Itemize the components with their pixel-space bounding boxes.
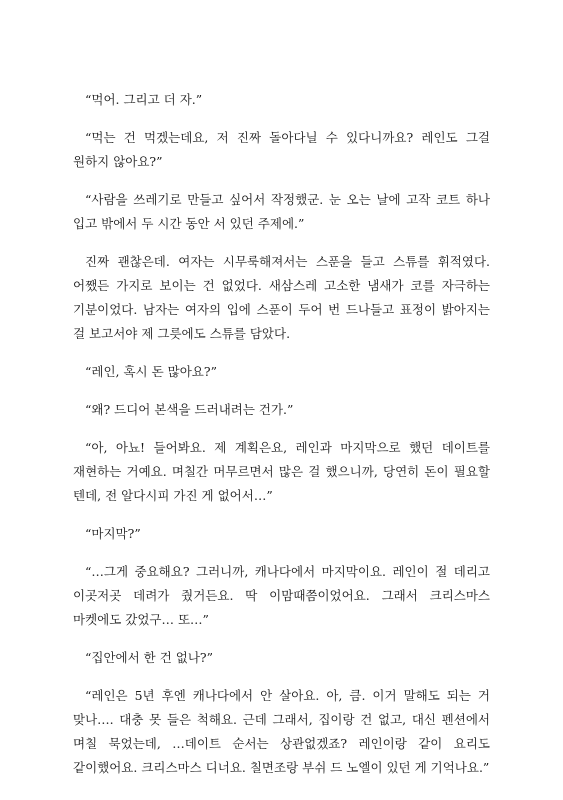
paragraph-2: “먹는 건 먹겠는데요, 저 진짜 돌아다닐 수 있다니까요? 레인도 그걸 원하지 않아요?” — [73, 130, 490, 169]
body-text — [73, 88, 490, 794]
paragraph-8: “마지막?” — [85, 526, 141, 541]
paragraph-10: “집안에서 한 건 없나?” — [85, 650, 214, 665]
paragraph-3: “사람을 쓰레기로 만들고 싶어서 작정했군. 눈 오는 날에 고작 코트 하나 입고 밖에서 두 시간 동안 서 있던 주제에.” — [73, 192, 490, 231]
paragraph-7: “아, 아뇨! 들어봐요. 제 계획은요, 레인과 마지막으로 했던 데이트를 재현하는 거예요. 며칠간 머무르면서 많은 걸 했으니까, 당연히 돈이 필요할 텐데, 전 알다시피 가진 게 없어서…” — [73, 440, 490, 503]
paragraph-5: “레인, 혹시 돈 많아요?” — [85, 364, 217, 379]
paragraph-6: “왜? 드디어 본색을 드러내려는 건가.” — [85, 402, 294, 417]
paragraph-11: “레인은 5년 후엔 캐나다에서 안 살아요. 아, 큼. 이거 말해도 되는 거 맞나…. 대충 못 들은 척해요. 근데 그래서, 집이랑 건 없고, 대신 펜션에서 며칠 묵었는데, …데이트 순서는 상관없겠죠? 레인이랑 같이 요리도 같이했어요. 크리스마스 디너요. 칠면조랑 부쉬 드 노엘이 있던 게 기억나요.” — [73, 688, 490, 775]
paragraph-4: 진짜 괜찮은데. 여자는 시무룩해져서는 스푼을 들고 스튜를 휘적였다. 어쨌든 가지로 보이는 건 없었다. 새삼스레 고소한 냄새가 코를 자극하는 기분이었다. 남자는 여자의 입에 스푼이 두어 번 드나들고 표정이 밝아지는 걸 보고서야 제 그릇에도 스튜를 담았다. — [73, 254, 490, 341]
paragraph-9: “…그게 중요해요? 그러니까, 캐나다에서 마지막이요. 레인이 절 데리고 이곳저곳 데려가 줬거든요. 딱 이맘때쯤이었어요. 그래서 크리스마스 마켓에도 갔었구… 또…” — [73, 564, 490, 627]
paragraph-1: “먹어. 그리고 더 자.” — [85, 92, 203, 107]
